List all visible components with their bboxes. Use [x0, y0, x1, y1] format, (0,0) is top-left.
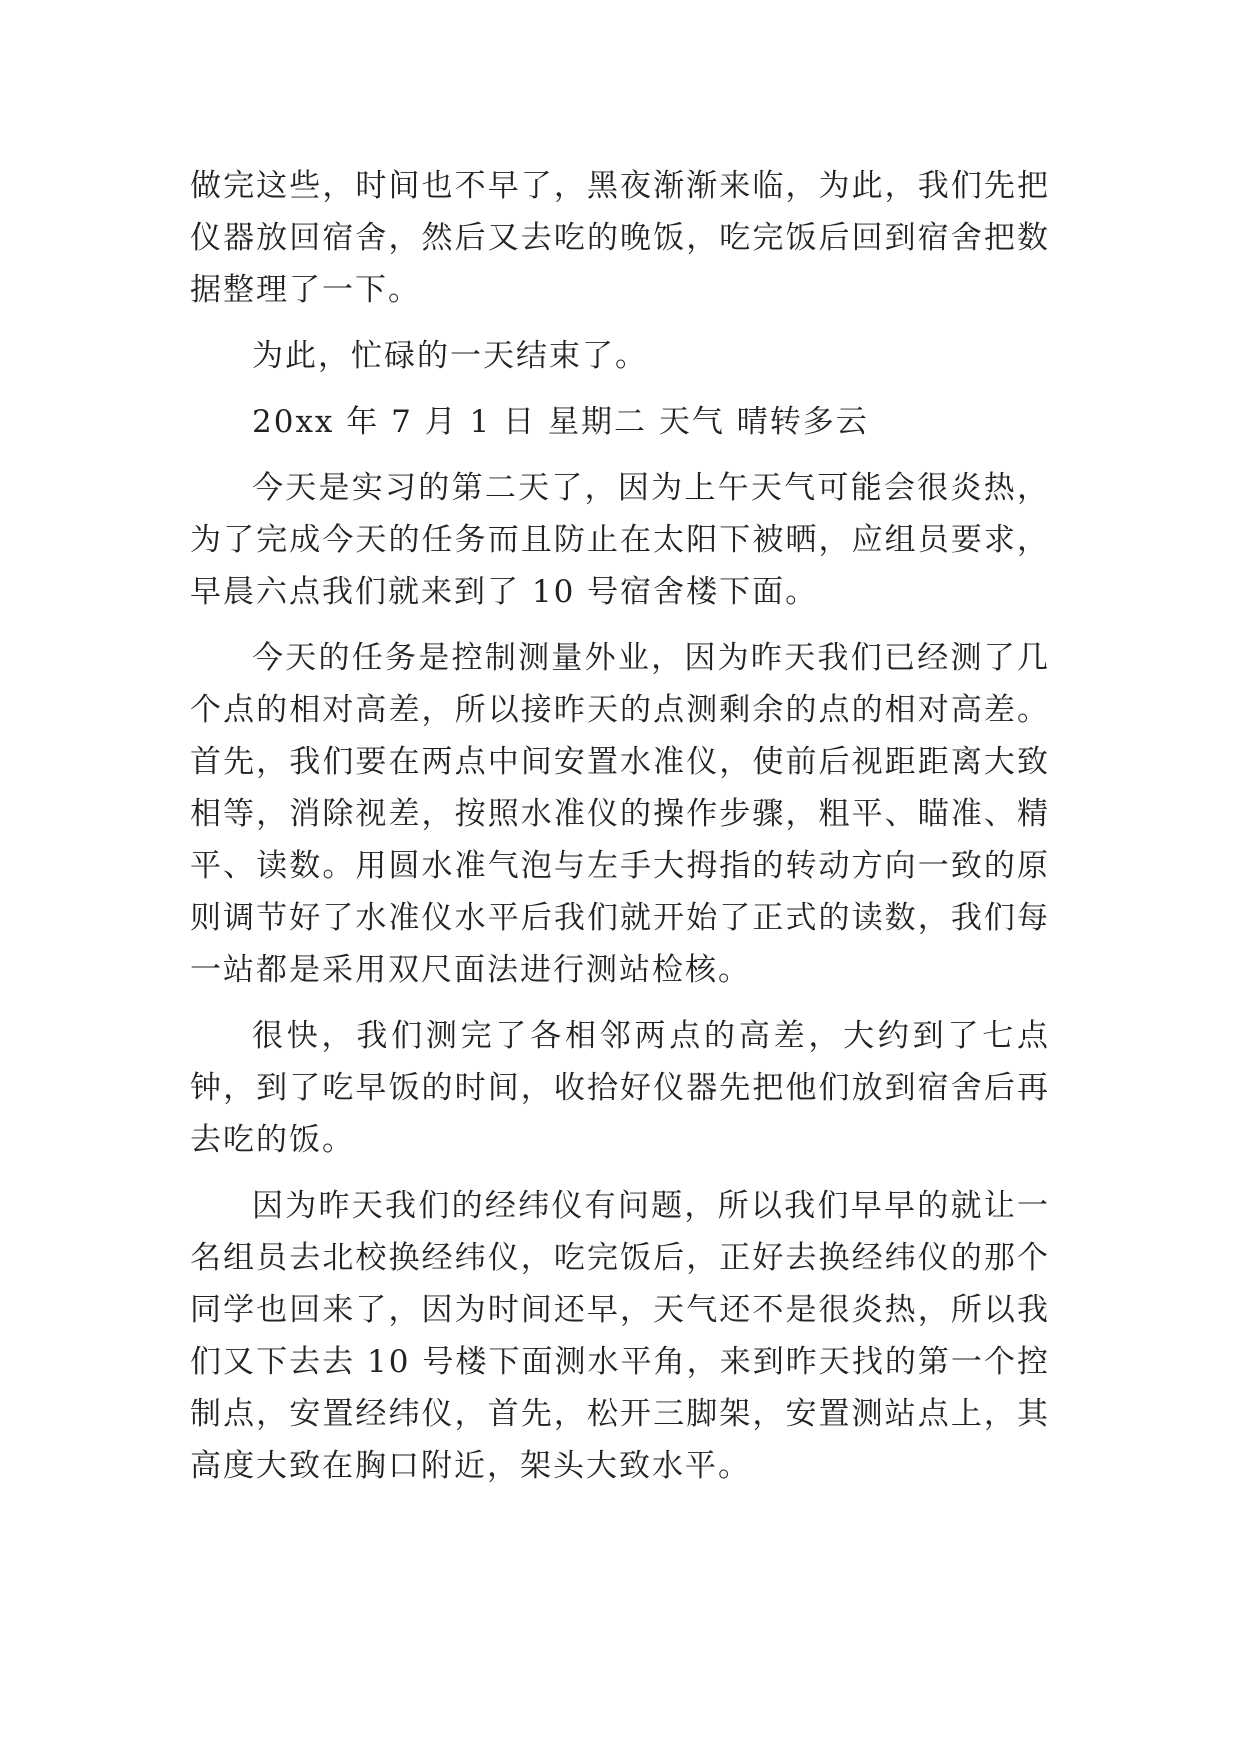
- document-body: [190, 160, 1050, 1506]
- diary-date-heading: 20xx 年 7 月 1 日 星期二 天气 晴转多云: [252, 404, 869, 440]
- paragraph-breakfast: 很快，我们测完了各相邻两点的高差，大约到了七点钟，到了吃早饭的时间，收拾好仪器先把他们放到宿舍后再去吃的饭。: [190, 1018, 1050, 1158]
- paragraph-leveling-task: 今天的任务是控制测量外业，因为昨天我们已经测了几个点的相对高差，所以接昨天的点测剩余的点的相对高差。首先，我们要在两点中间安置水准仪，使前后视距距离大致相等，消除视差，按照水准仪的操作步骤，粗平、瞄准、精平、读数。用圆水准气泡与左手大拇指的转动方向一致的原则调节好了水准仪水平后我们就开始了正式的读数，我们每一站都是采用双尺面法进行测站检核。: [190, 640, 1050, 988]
- paragraph-second-day: 今天是实习的第二天了，因为上午天气可能会很炎热，为了完成今天的任务而且防止在太阳下被晒，应组员要求，早晨六点我们就来到了 10 号宿舍楼下面。: [190, 470, 1050, 610]
- paragraph-theodolite: 因为昨天我们的经纬仪有问题，所以我们早早的就让一名组员去北校换经纬仪，吃完饭后，正好去换经纬仪的那个同学也回来了，因为时间还早，天气还不是很炎热，所以我们又下去去 10 号楼下面测水平角，来到昨天找的第一个控制点，安置经纬仪，首先，松开三脚架，安置测站点上，其高度大致在胸口附近，架头大致水平。: [190, 1188, 1050, 1484]
- paragraph-evening-wrapup: 做完这些，时间也不早了，黑夜渐渐来临，为此，我们先把仪器放回宿舍，然后又去吃的晚饭，吃完饭后回到宿舍把数据整理了一下。: [190, 168, 1050, 308]
- paragraph-day-end: 为此，忙碌的一天结束了。: [252, 338, 648, 374]
